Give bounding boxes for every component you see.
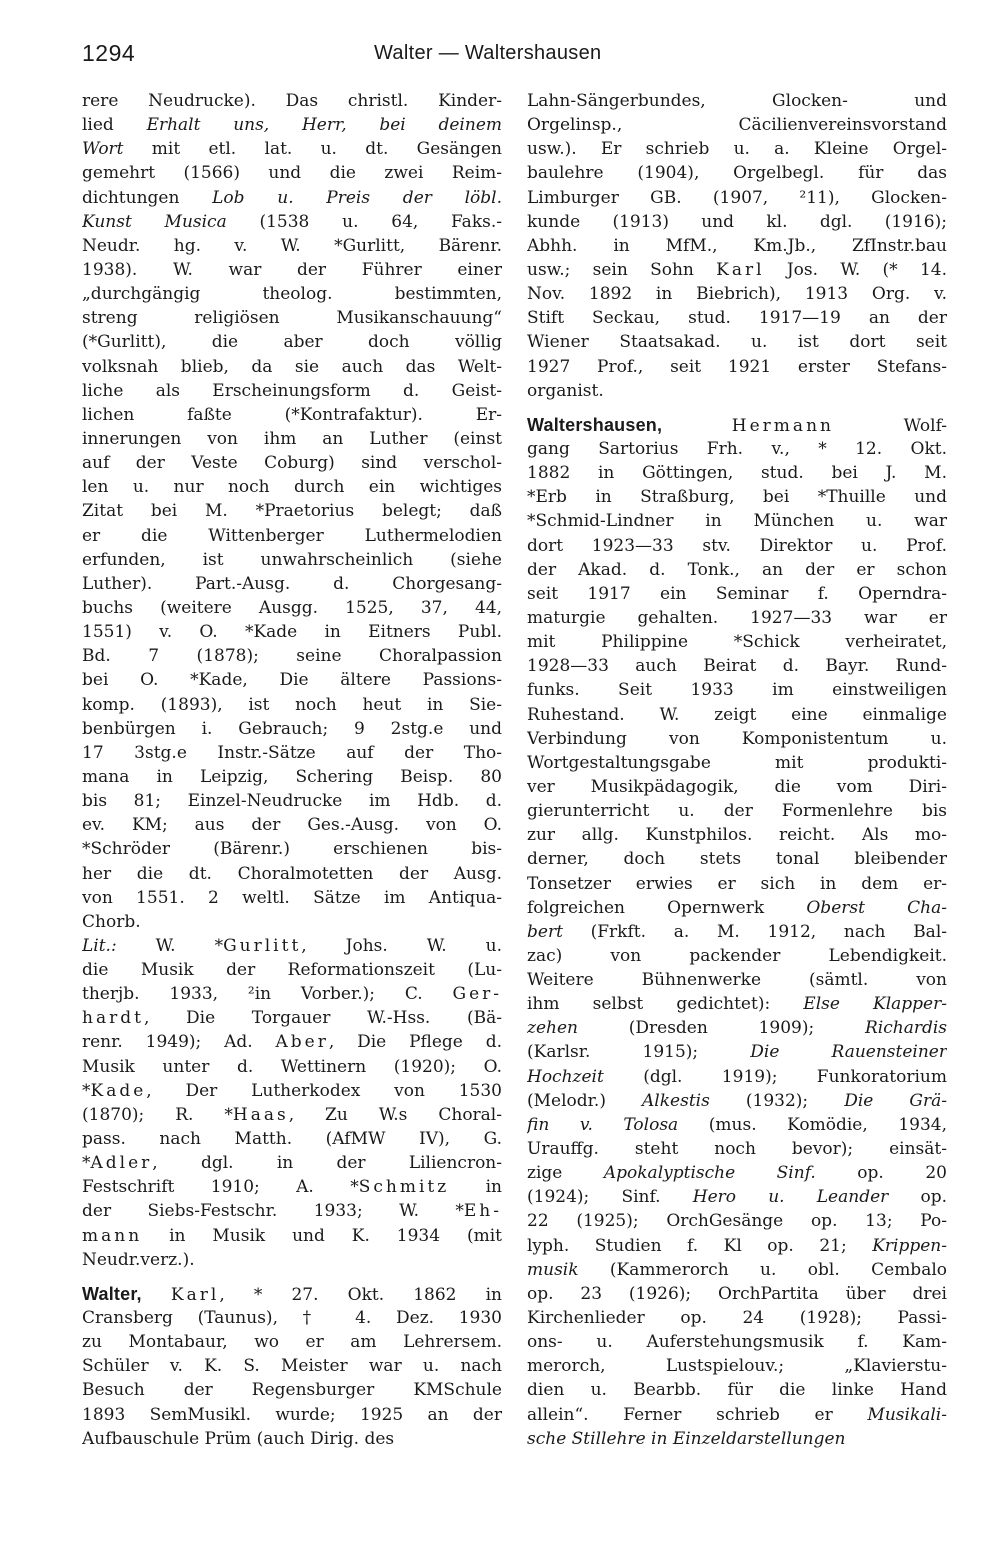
text-segment: Aber [275, 1032, 329, 1053]
text-segment: , Der Lutherkodex von 1530 [146, 1080, 502, 1101]
entry-separator [527, 403, 947, 413]
text-line [527, 330, 947, 354]
text-line [82, 1103, 502, 1127]
text-line [527, 1282, 947, 1306]
text-segment: W. * [116, 935, 224, 956]
text-segment: innerungen von ihm an Luther (einst [82, 428, 502, 449]
text-line [82, 982, 502, 1006]
italic-title: Hochzeit [527, 1066, 604, 1087]
text-segment: Schmitz [358, 1177, 450, 1198]
text-segment: gierunterricht u. der Formenlehre bis [527, 801, 947, 822]
text-segment: lyph. Studien f. Kl op. 21; [527, 1235, 873, 1256]
text-segment: Tonsetzer erwies er sich in dem er- [527, 873, 947, 894]
text-segment: ev. KM; aus der Ges.-Ausg. von O. [82, 815, 502, 836]
left-column [82, 89, 502, 1451]
text-line [82, 958, 502, 982]
text-line [527, 606, 947, 630]
text-segment: Verbindung von Komponistentum u. [527, 728, 947, 749]
text-segment: dien u. Bearbb. für die linke Hand [527, 1380, 947, 1401]
text-line [82, 161, 502, 185]
text-segment: Festschrift 1910; A. * [82, 1177, 359, 1198]
text-line [527, 306, 947, 330]
text-line [527, 558, 947, 582]
text-segment: baulehre (1904), Orgelbegl. für das [527, 163, 947, 184]
text-line [82, 765, 502, 789]
text-line [527, 896, 947, 920]
text-segment: pass. nach Matth. (AfMW IV), G. [82, 1129, 502, 1150]
text-line [527, 437, 947, 461]
text-segment: kunde (1913) und kl. dgl. (1916); [527, 211, 947, 232]
text-line [82, 620, 502, 644]
text-segment: renr. 1949); Ad. [82, 1032, 276, 1053]
text-segment: zac) von packender Lebendigkeit. [527, 945, 947, 966]
text-line [527, 1065, 947, 1089]
text-segment: Hermann [731, 415, 834, 436]
text-line [527, 1185, 947, 1209]
text-segment: Karl [716, 259, 765, 280]
text-segment: derner, doch stets tonal bleibender [527, 849, 947, 870]
text-segment: lichen faßte (*Kontrafaktur). Er- [82, 404, 502, 425]
text-line [82, 524, 502, 548]
text-line [82, 234, 502, 258]
text-segment: op. 20 [815, 1163, 947, 1184]
text-line [82, 572, 502, 596]
text-segment: Kirchenlieder op. 24 (1928); Passi- [527, 1308, 947, 1329]
text-segment: Wiener Staatsakad. u. ist dort seit [527, 332, 947, 353]
text-line [82, 910, 502, 934]
text-line [82, 113, 502, 137]
text-segment: Luther). Part.-Ausg. d. Chorgesang- [82, 573, 502, 594]
text-segment: (mus. Komödie, 1934, [678, 1114, 947, 1135]
text-segment: ver Musikpädagogik, die vom Diri- [527, 776, 947, 797]
text-segment: Orgelinsp., Cäcilienvereinsvorstand [527, 115, 947, 136]
text-line [82, 693, 502, 717]
text-segment: *Schröder (Bärenr.) erschienen bis- [82, 839, 502, 860]
italic-title: musik [527, 1259, 579, 1280]
text-line [82, 1224, 502, 1248]
text-segment: ons- u. Auferstehungsmusik f. Kam- [527, 1332, 947, 1353]
text-line [82, 1151, 502, 1175]
text-segment: rere Neudrucke). Das christl. Kinder- [82, 91, 502, 111]
text-segment: Eh- [463, 1201, 502, 1222]
text-segment: zu Montabaur, wo er am Lehrersem. [82, 1332, 502, 1353]
text-segment: 1551) v. O. *Kade in Eitners Publ. [82, 622, 502, 643]
text-segment: , * 27. Okt. 1862 in [219, 1284, 502, 1305]
italic-title: zehen [527, 1018, 578, 1039]
text-segment: Besuch der Regensburger KMSchule [82, 1380, 502, 1401]
text-segment: Lahn-Sängerbundes, Glocken- und [527, 91, 947, 111]
text-segment: Kade [90, 1080, 147, 1101]
text-segment: (Karlsr. 1915); [527, 1042, 751, 1063]
italic-title: Wort [82, 139, 124, 160]
italic-title: bert [527, 921, 563, 942]
text-segment: len u. nur noch durch ein wichtiges [82, 477, 502, 498]
text-segment: *Erb in Straßburg, bei *Thuille und [527, 487, 947, 508]
text-segment: maturgie gehalten. 1927—33 war er [527, 607, 947, 628]
text-line [527, 161, 947, 185]
text-line [82, 210, 502, 234]
italic-title: Musikali- [867, 1404, 947, 1425]
text-segment: Zitat bei M. *Praetorius belegt; daß [82, 501, 502, 522]
text-line [527, 1427, 947, 1451]
text-segment: Wortgestaltungsgabe mit produkti- [527, 752, 947, 773]
text-segment: Cransberg (Taunus), † 4. Dez. 1930 [82, 1308, 502, 1329]
text-segment: 1938). W. war der Führer einer [82, 259, 502, 280]
text-segment: op. [888, 1187, 947, 1208]
right-column [527, 89, 947, 1451]
text-segment: organist. [527, 380, 604, 401]
page-header [82, 40, 940, 72]
text-line [82, 1378, 502, 1402]
text-line [527, 678, 947, 702]
text-line [527, 582, 947, 606]
text-line [527, 920, 947, 944]
text-line [82, 862, 502, 886]
italic-title: Hero u. Leander [692, 1187, 889, 1208]
text-line [82, 379, 502, 403]
italic-title: Lit.: [82, 935, 117, 956]
text-segment: (1932); [709, 1090, 845, 1111]
text-segment: der Siebs-Festschr. 1933; W. * [82, 1201, 464, 1222]
text-line [527, 1306, 947, 1330]
text-segment: hardt [82, 1008, 144, 1029]
text-line [527, 485, 947, 509]
text-line [527, 258, 947, 282]
text-segment: volksnah blieb, da sie auch das Welt- [82, 356, 502, 377]
text-line [82, 644, 502, 668]
text-line [527, 992, 947, 1016]
text-line [82, 1306, 502, 1330]
text-segment: Limburger GB. (1907, ²11), Glocken- [527, 187, 947, 208]
text-segment: liche als Erscheinungsform d. Geist- [82, 380, 502, 401]
italic-title: Oberst Cha- [806, 897, 947, 918]
text-line [527, 89, 947, 113]
text-segment [662, 416, 732, 436]
text-segment: Urauffg. steht noch bevor); einsät- [527, 1139, 947, 1160]
entry-headword: Walter, [82, 1283, 142, 1304]
text-segment: folgreichen Opernwerk [527, 897, 807, 918]
text-segment: usw.). Er schrieb u. a. Kleine Orgel- [527, 139, 947, 160]
text-line [527, 509, 947, 533]
text-line [82, 1055, 502, 1079]
italic-title: Die Rauensteiner [750, 1042, 947, 1063]
text-line [527, 1330, 947, 1354]
text-segment: merorch, Lustspielouv.; „Klavierstu- [527, 1356, 947, 1377]
text-segment: 17 3stg.e Instr.-Sätze auf der Tho- [82, 742, 502, 763]
text-line [82, 1079, 502, 1103]
italic-title: Krippen- [872, 1235, 947, 1256]
text-segment: Stift Seckau, stud. 1917—19 an der [527, 308, 947, 329]
text-segment: Nov. 1892 in Biebrich), 1913 Org. v. [527, 284, 947, 305]
text-segment: (dgl. 1919); Funkoratorium [603, 1066, 947, 1087]
text-line [82, 1282, 502, 1306]
text-line [527, 355, 947, 379]
text-segment: 22 (1925); OrchGesänge op. 13; Po- [527, 1211, 947, 1232]
text-segment: der Akad. d. Tonk., an der er schon [527, 559, 947, 580]
text-line [527, 799, 947, 823]
text-segment: op. 23 (1926); OrchPartita über drei [527, 1283, 947, 1304]
text-segment: (Dresden 1909); [577, 1018, 865, 1039]
text-segment: (1538 u. 64, Faks.- [226, 211, 502, 232]
text-segment: mit etl. lat. u. dt. Gesängen [123, 139, 502, 160]
italic-title: Kunst Musica [82, 211, 227, 232]
text-segment [142, 1285, 171, 1305]
text-segment: bei O. *Kade, Die ältere Passions- [82, 670, 502, 691]
text-line [527, 1113, 947, 1137]
italic-title: Lob u. Preis der löbl. [212, 187, 502, 208]
text-segment: * [82, 1153, 91, 1174]
text-segment: Aufbauschule Prüm (auch Dirig. des [82, 1428, 395, 1449]
text-line [527, 1209, 947, 1233]
text-line [82, 306, 502, 330]
text-line [82, 813, 502, 837]
text-segment: Haas [232, 1104, 289, 1125]
text-segment: auf der Veste Coburg) sind verschol- [82, 453, 502, 474]
text-line [527, 1161, 947, 1185]
text-segment: die Musik der Reformationszeit (Lu- [82, 960, 502, 981]
text-segment: (1870); R. * [82, 1104, 233, 1125]
text-segment: Neudr. hg. v. W. *Gurlitt, Bärenr. [82, 235, 502, 256]
text-segment: (Melodr.) [527, 1090, 643, 1111]
text-segment: komp. (1893), ist noch heut in Sie- [82, 694, 502, 715]
text-line [527, 1137, 947, 1161]
text-line [82, 89, 502, 113]
text-segment: gemehrt (1566) und die zwei Reim- [82, 163, 502, 184]
text-line [527, 654, 947, 678]
text-segment: Weitere Bühnenwerke (sämtl. von [527, 970, 947, 991]
text-segment: ihm selbst gedichtet): [527, 994, 804, 1015]
text-segment: mit Philippine *Schick verheiratet, [527, 632, 947, 653]
italic-title: Richardis [864, 1018, 947, 1039]
text-line [82, 934, 502, 958]
text-line [82, 1354, 502, 1378]
text-line [527, 1258, 947, 1282]
text-line [527, 1234, 947, 1258]
text-line [82, 330, 502, 354]
text-line [527, 823, 947, 847]
text-line [527, 461, 947, 485]
text-line [527, 1016, 947, 1040]
italic-title: Apokalyptische Sinf. [603, 1163, 816, 1184]
text-line [527, 1403, 947, 1427]
text-segment: zige [527, 1163, 604, 1184]
text-line [527, 872, 947, 896]
text-segment: Chorb. [82, 911, 141, 932]
text-segment: *Schmid-Lindner in München u. war [527, 511, 947, 532]
text-segment: , Zu W.s Choral- [288, 1104, 502, 1125]
text-line [82, 355, 502, 379]
text-line [82, 475, 502, 499]
italic-title: sche Stillehre in Einzeldarstellungen [527, 1428, 846, 1449]
text-line [82, 1403, 502, 1427]
italic-title: Else Klapper- [803, 994, 947, 1015]
text-segment: lied [82, 115, 147, 136]
text-line [82, 137, 502, 161]
text-segment: allein“. Ferner schrieb er [527, 1404, 868, 1425]
text-line [82, 1199, 502, 1223]
text-line [527, 534, 947, 558]
text-line [82, 186, 502, 210]
text-segment: Gurlitt [223, 935, 302, 956]
text-segment: 1927 Prof., seit 1921 erster Stefans- [527, 356, 947, 377]
italic-title: Erhalt uns, Herr, bei deinem [146, 115, 502, 136]
italic-title: Die Grä- [844, 1090, 947, 1111]
text-line [527, 727, 947, 751]
text-line [82, 1006, 502, 1030]
text-segment: , dgl. in der Liliencron- [152, 1153, 502, 1174]
text-line [527, 186, 947, 210]
text-line [527, 703, 947, 727]
text-line [527, 137, 947, 161]
text-segment: benbürgen i. Gebrauch; 9 2stg.e und [82, 718, 502, 739]
text-line [527, 234, 947, 258]
text-line [527, 1354, 947, 1378]
entry-headword: Waltershausen, [527, 414, 663, 435]
text-segment: in Musik und K. 1934 (mit [142, 1225, 502, 1246]
text-segment: zur allg. Kunstphilos. reicht. Als mo- [527, 825, 947, 846]
text-line [82, 1427, 502, 1451]
text-line [82, 741, 502, 765]
text-segment: 1882 in Göttingen, stud. bei J. M. [527, 463, 947, 484]
text-line [527, 751, 947, 775]
text-line [527, 1089, 947, 1113]
text-segment: usw.; sein Sohn [527, 259, 717, 280]
text-segment: Jos. W. (* 14. [764, 259, 947, 280]
text-segment: gang Sartorius Frh. v., * 12. Okt. [527, 438, 947, 459]
text-segment: seit 1917 ein Seminar f. Operndra- [527, 583, 947, 604]
text-segment: * [82, 1080, 91, 1101]
text-line [82, 717, 502, 741]
text-segment: (Frkft. a. M. 1912, nach Bal- [562, 921, 947, 942]
text-segment: (*Gurlitt), die aber doch völlig [82, 332, 502, 353]
text-segment: 1893 SemMusikl. wurde; 1925 an der [82, 1404, 502, 1425]
running-title: Walter — Waltershausen [374, 42, 602, 64]
text-segment: therjb. 1933, ²in Vorber.); C. [82, 984, 453, 1005]
text-line [82, 499, 502, 523]
entry-separator [82, 1272, 502, 1282]
text-segment: , Die Torgauer W.-Hss. (Bä- [143, 1008, 502, 1029]
text-line [527, 944, 947, 968]
page-number: 1294 [82, 40, 136, 66]
text-line [82, 451, 502, 475]
text-segment: Wolf- [833, 415, 947, 436]
text-segment: Neudr.verz.). [82, 1249, 195, 1270]
text-line [82, 596, 502, 620]
text-line [82, 1248, 502, 1272]
text-line [527, 1040, 947, 1064]
text-segment: Abhh. in MfM., Km.Jb., ZfInstr.bau [527, 235, 947, 256]
text-line [82, 789, 502, 813]
text-segment: , Johs. W. u. [301, 935, 502, 956]
text-line [82, 1330, 502, 1354]
text-line [82, 548, 502, 572]
text-line [82, 837, 502, 861]
text-line [527, 847, 947, 871]
text-segment: Ger- [452, 984, 502, 1005]
text-segment: dort 1923—33 stv. Direktor u. Prof. [527, 535, 947, 556]
text-segment: mann [82, 1225, 143, 1246]
text-line [82, 1030, 502, 1054]
text-line [527, 630, 947, 654]
text-line [82, 258, 502, 282]
text-segment: streng religiösen Musikanschauung“ [82, 308, 502, 329]
text-line [527, 113, 947, 137]
text-line [82, 668, 502, 692]
text-segment: buchs (weitere Ausgg. 1525, 37, 44, [82, 597, 502, 618]
text-segment: Musik unter d. Wettinern (1920); O. [82, 1056, 502, 1077]
text-segment: Adler [90, 1153, 153, 1174]
text-segment: er die Wittenberger Luthermelodien [82, 525, 502, 546]
text-line [82, 1175, 502, 1199]
text-segment: (1924); Sinf. [527, 1187, 693, 1208]
text-segment: , Die Pflege d. [328, 1032, 502, 1053]
text-line [527, 282, 947, 306]
text-segment: Ruhestand. W. zeigt eine einmalige [527, 704, 947, 725]
text-line [82, 886, 502, 910]
text-line [527, 775, 947, 799]
text-segment: erfunden, ist unwahrscheinlich (siehe [82, 549, 502, 570]
text-segment: dichtungen [82, 187, 213, 208]
text-segment: mana in Leipzig, Schering Beisp. 80 [82, 766, 502, 787]
text-segment: in [449, 1177, 502, 1198]
text-segment: (Kammerorch u. obl. Cembalo [578, 1259, 947, 1280]
text-line [82, 282, 502, 306]
text-segment: von 1551. 2 weltl. Sätze im Antiqua- [82, 887, 502, 908]
italic-title: fin v. Tolosa [527, 1114, 679, 1135]
text-segment: Bd. 7 (1878); seine Choralpassion [82, 646, 502, 667]
text-line [527, 968, 947, 992]
text-line [527, 210, 947, 234]
text-line [527, 413, 947, 437]
italic-title: Alkestis [642, 1090, 710, 1111]
text-line [527, 379, 947, 403]
text-line [82, 427, 502, 451]
text-line [82, 1127, 502, 1151]
text-line [82, 403, 502, 427]
text-segment: 1928—33 auch Beirat d. Bayr. Rund- [527, 656, 947, 677]
text-segment: Schüler v. K. S. Meister war u. nach [82, 1356, 502, 1377]
text-line [527, 1378, 947, 1402]
text-segment: funks. Seit 1933 im einstweiligen [527, 680, 947, 701]
text-segment: bis 81; Einzel-Neudrucke im Hdb. d. [82, 791, 502, 812]
text-segment: Karl [170, 1284, 220, 1305]
text-segment: her die dt. Choralmotetten der Ausg. [82, 863, 502, 884]
text-segment: „durchgängig theolog. bestimmten, [82, 284, 502, 305]
